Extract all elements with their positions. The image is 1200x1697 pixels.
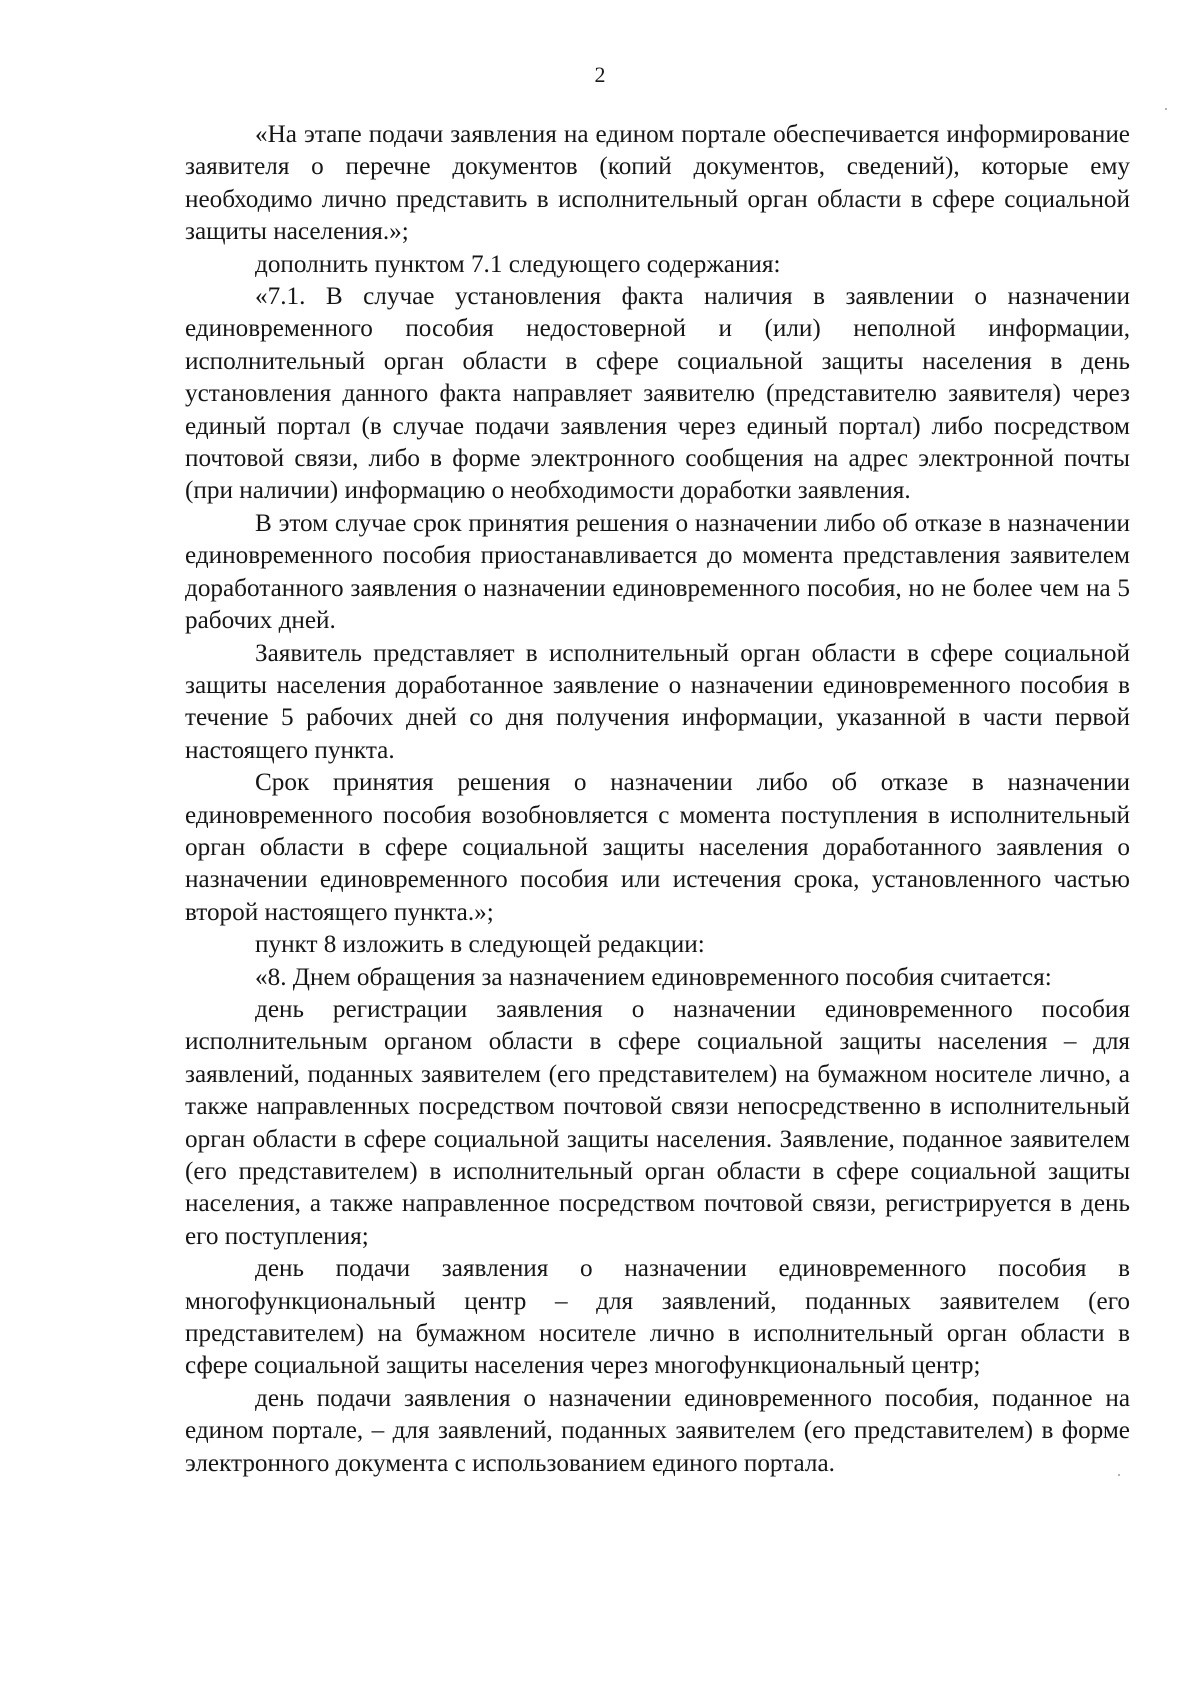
scan-speck <box>1118 1474 1120 1476</box>
paragraph: «8. Днем обращения за назначением единовременного пособия считается: <box>255 963 1052 991</box>
paragraph: «На этапе подачи заявления на едином портале обеспечивается информирование заявителя о перечне документов (копий документов, сведений), которые ему необходимо лично представить в исполнительный орган области в сфере социальной защиты населения.»; <box>185 121 1130 246</box>
paragraph: день регистрации заявления о назначении единовременного пособия исполнительным органом области в сфере социальной защиты населения – для заявлений, поданных заявителем (его представителем) на бумажном носителе лично, а также направленных посредством почтовой связи непосредственно в исполнительный орган области в сфере социальной защиты населения. Заявление, поданное заявителем (его представителем) в исполнительный орган области в сфере социальной защиты населения, а также направленное посредством почтовой связи, регистрируется в день его поступления; <box>185 995 1130 1250</box>
page-number: 2 <box>594 62 606 87</box>
paragraph: В этом случае срок принятия решения о назначении либо об отказе в назначении единовременного пособия приостанавливается до момента представления заявителем доработанного заявления о назначении единовременного пособия, но не более чем на 5 рабочих дней. <box>185 509 1130 635</box>
document-body <box>185 119 1130 1480</box>
paragraph: пункт 8 изложить в следующей редакции: <box>255 931 705 959</box>
paragraph: дополнить пунктом 7.1 следующего содержания: <box>255 250 781 278</box>
paragraph: день подачи заявления о назначении единовременного пособия в многофункциональный центр – для заявлений, поданных заявителем (его представителем) на бумажном носителе лично в исполнительный орган области в сфере социальной защиты населения через многофункциональный центр; <box>185 1255 1130 1380</box>
paragraph: Срок принятия решения о назначении либо об отказе в назначении единовременного пособия возобновляется с момента поступления в исполнительный орган области в сфере социальной защиты населения доработанного заявления о назначении единовременного пособия или истечения срока, установленного частью второй настоящего пункта.»; <box>185 769 1130 926</box>
scan-speck <box>1165 108 1167 110</box>
paragraph: «7.1. В случае установления факта наличия в заявлении о назначении единовременного пособия недостоверной и (или) неполной информации, исполнительный орган области в сфере социальной защиты населения в день установления данного факта направляет заявителю (представителю заявителя) через единый портал (в случае подачи заявления через единый портал) либо посредством почтовой связи, либо в форме электронного сообщения на адрес электронной почты (при наличии) информацию о необходимости доработки заявления. <box>185 283 1130 505</box>
paragraph: день подачи заявления о назначении единовременного пособия, поданное на едином портале, – для заявлений, поданных заявителем (его представителем) в форме электронного документа с использованием единого портала. <box>185 1384 1130 1477</box>
paragraph: Заявитель представляет в исполнительный орган области в сфере социальной защиты населения доработанное заявление о назначении единовременного пособия в течение 5 рабочих дней со дня получения информации, указанной в части первой настоящего пункта. <box>185 639 1130 764</box>
